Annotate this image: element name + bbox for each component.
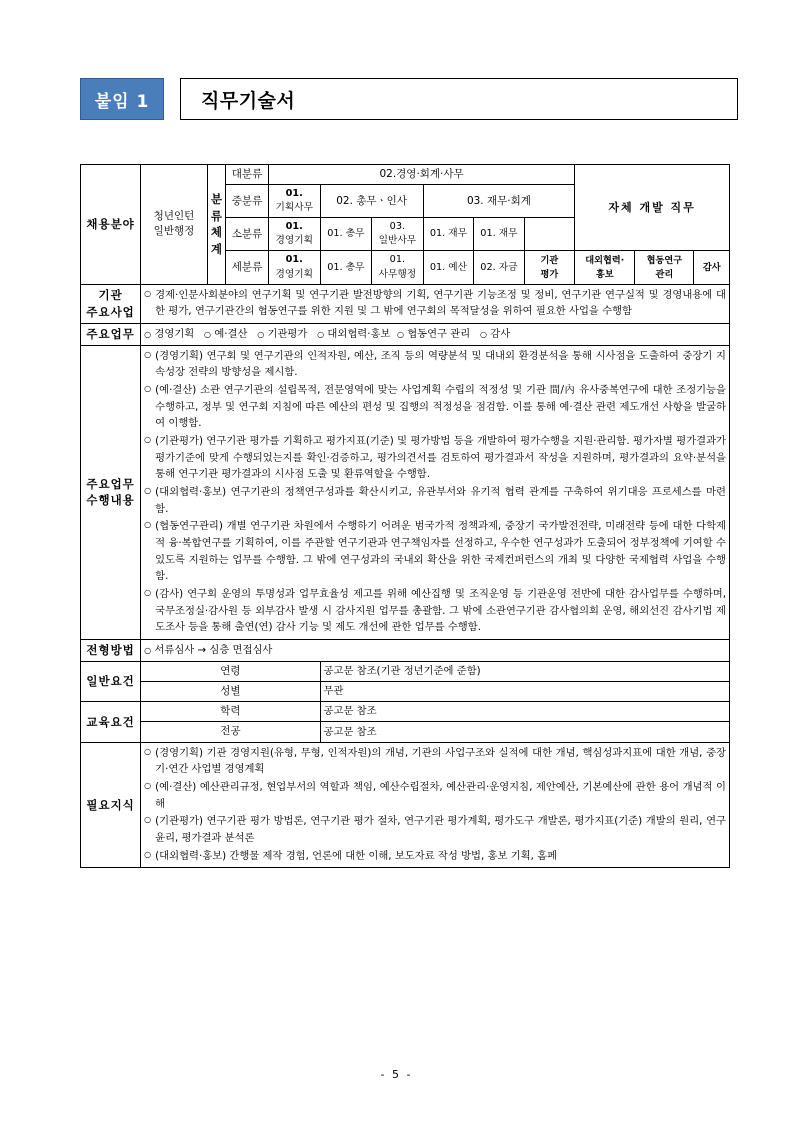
cell-main-duty-detail-content	[141, 345, 730, 639]
detail-class-0-name: 경영기획	[275, 268, 313, 280]
bullet-icon: ○	[144, 520, 152, 530]
bullet-icon-4: ○	[396, 329, 404, 339]
recruit-field-line1: 청년인턴	[153, 210, 195, 223]
cell-level-detail: 세분류	[226, 251, 269, 284]
bullet-icon: ○	[144, 288, 152, 298]
list-item	[144, 745, 726, 778]
cell-detail-class-3: 01. 예산	[423, 251, 473, 284]
self-dev-item-1-line2: 홍보	[595, 268, 614, 280]
table-row-education-major	[81, 722, 730, 742]
small-class-0-name: 경영기획	[275, 235, 313, 247]
cell-general-value-0: 공고문 참조(기관 정년기준에 준함)	[320, 661, 729, 681]
required-knowledge-item-1: (예·결산) 예산관리규정, 현업부서의 역할과 책임, 예산수립절차, 예산관리·운영지침, 제안예산, 기본예산에 관한 용어 개념적 이해	[155, 780, 726, 810]
cell-recruit-field-value	[141, 165, 208, 285]
cell-self-dev-item-3: 감사	[694, 251, 730, 284]
page-number: - 5 -	[380, 1068, 413, 1081]
self-dev-item-2-line2: 관리	[655, 268, 674, 280]
cell-education-key-1: 전공	[141, 722, 320, 742]
main-duty-detail-item-4: (협동연구관리) 개별 연구기관 차원에서 수행하기 어려운 범국가적 정책과제, 중장기 국가발전전략, 미래전략 등에 대한 다학제적 융·복합연구를 기획하여, 이를 주관할 연구기관과 연구책임자를 선정하고, 우수한 연구성과가 도출되어 정부정책에 기여할 수 있도록 지원하는 업무를 수행함. 그 밖에 연구성과의 국내외 확산을 위한 국제컨퍼런스의 개최 및 다양한 국제협력 사업을 수행함.	[155, 520, 726, 583]
cell-general-requirement-label: 일반요건	[81, 661, 141, 701]
small-class-0-num: 01.	[285, 221, 303, 233]
main-duty-detail-item-0: (경영기획) 연구회 및 연구기관의 인적자원, 예산, 조직 등의 역량분석 및 대내외 환경분석을 통해 시사점을 도출하여 중장기 지속성장 전략의 방향성을 제시함.	[155, 349, 726, 379]
cell-small-class-1: 01. 총무	[320, 218, 372, 251]
cell-small-class-0	[268, 218, 320, 251]
vertical-char-3: 계	[210, 241, 222, 256]
selection-method-text: 서류심사 → 심층 면접심사	[154, 643, 273, 656]
required-knowledge-item-3: (대외협력·홍보) 간행물 제작 경험, 언론에 대한 이해, 보도자료 작성 방법, 홍보 기획, 홈페	[155, 849, 558, 862]
main-duty-detail-label-line1: 주요업무	[86, 476, 135, 491]
detail-class-0-num: 01.	[285, 254, 303, 266]
required-knowledge-item-0: (경영기획) 기관 경영지원(유형, 무형, 인적자원)의 개념, 기관의 사업구조와 실적에 대한 개념, 핵심성과지표에 대한 개념, 중장기·연간 사업별 경영계획	[155, 746, 726, 776]
cell-level-large: 대분류	[226, 165, 269, 185]
list-item	[144, 586, 726, 636]
bullet-icon: ○	[144, 780, 152, 790]
bullet-icon-2: ○	[257, 329, 265, 339]
cell-education-requirement-label: 교육요건	[81, 702, 141, 742]
cell-detail-class-4: 02. 자금	[474, 251, 524, 284]
main-duty-detail-item-2: (기관평가) 연구기관 평가를 기획하고 평가지표(기준) 및 평가방법 등을 개발하여 평가수행을 지원·관리함. 평가자별 평가결과가 평가기준에 맞게 수행되었는지를 확인·검증하고, 평가의견서를 검토하여 평가결과서 작성을 지원하며, 평가결과의 요약·분석을 통해 연구기관 평가결과의 시사점 도출 및 환류역할을 수행함.	[155, 434, 726, 481]
table-row-education-degree	[81, 702, 730, 722]
cell-education-key-0: 학력	[141, 702, 320, 722]
list-item	[144, 813, 726, 846]
list-item	[144, 484, 726, 517]
self-dev-item-1-line1: 대외협력·	[585, 255, 625, 267]
cell-detail-class-1: 01. 총무	[320, 251, 372, 284]
attachment-badge: 붙임 1	[80, 78, 164, 120]
cell-medium-class-0	[268, 185, 320, 218]
cell-education-value-1: 공고문 참조	[320, 722, 729, 742]
bullet-icon-3: ○	[317, 329, 325, 339]
main-duty-item-5: 감사	[490, 327, 511, 340]
table-row-general-age	[81, 661, 730, 681]
main-duty-item-2: 기관평가	[267, 327, 308, 340]
cell-small-class-4: 01. 재무	[474, 218, 524, 251]
cell-self-developed-title: 자체 개발 직무	[575, 165, 730, 251]
bullet-icon-0: ○	[144, 329, 152, 339]
cell-classification-vertical-label	[207, 165, 225, 285]
bullet-icon: ○	[144, 588, 152, 598]
bullet-icon-1: ○	[204, 329, 212, 339]
cell-main-duty-label: 주요업무	[81, 323, 141, 345]
bullet-icon: ○	[144, 383, 152, 393]
cell-education-value-0: 공고문 참조	[320, 702, 729, 722]
medium-class-0-num: 01.	[285, 188, 303, 200]
main-duty-detail-label-line2: 수행내용	[86, 493, 135, 508]
table-row-main-duty-detail	[81, 345, 730, 639]
cell-medium-class-2: 03. 재무·회계	[423, 185, 574, 218]
cell-small-class-3: 01. 재무	[423, 218, 473, 251]
cell-agency-business-label	[81, 284, 141, 323]
main-duty-detail-item-5: (감사) 연구회 운영의 투명성과 업무효율성 제고를 위해 예산집행 및 조직운영 등 기관운영 전반에 대한 감사업무를 수행하며, 국무조정실·감사원 등 외부감사 발생 시 감사지원 업무를 총괄함. 그 밖에 소관연구기관 감사협의회 운영, 해외선진 감사기법 제도조사 등을 통해 출연(연) 감사 기능 및 제도 개선에 관한 업무를 수행함.	[155, 588, 726, 634]
bullet-icon: ○	[144, 815, 152, 825]
cell-self-dev-item-2	[635, 251, 694, 284]
cell-selection-method-label: 전형방법	[81, 640, 141, 662]
vertical-char-1: 류	[210, 208, 222, 223]
main-duty-item-0: 경영기획	[154, 327, 195, 340]
recruit-field-line2: 일반행정	[153, 225, 195, 238]
cell-medium-class-1: 02. 총무ㆍ인사	[320, 185, 423, 218]
detail-class-2-num: 01.	[389, 254, 406, 266]
cell-level-small: 소분류	[226, 218, 269, 251]
main-duty-detail-item-3: (대외협력·홍보) 연구기관의 정책연구성과를 확산시키고, 유관부서와 유기적 협력 관계를 구축하여 위기대응 프로세스를 마련함.	[155, 485, 726, 515]
list-item	[144, 433, 726, 483]
bullet-icon-5: ○	[480, 329, 487, 339]
self-dev-item-2-line1: 협동연구	[646, 255, 683, 267]
cell-general-key-1: 성별	[141, 681, 320, 701]
table-row-required-knowledge	[81, 742, 730, 868]
required-knowledge-item-2: (기관평가) 연구기관 평가 방법론, 연구기관 평가 절차, 연구기관 평가계획, 평가도구 개발론, 평가지표(기준) 개발의 원리, 연구윤리, 평가결과 분석론	[155, 815, 726, 844]
table-row-main-duty	[81, 323, 730, 345]
cell-general-key-0: 연령	[141, 661, 320, 681]
cell-main-duty-detail-label	[81, 345, 141, 639]
list-item	[144, 779, 726, 812]
cell-general-value-1: 무관	[320, 681, 729, 701]
cell-recruit-field-label: 채용분야	[81, 165, 141, 285]
list-item	[144, 382, 726, 432]
agency-business-text: 경제·인문사회분야의 연구기획 및 연구기관 발전방향의 기획, 연구기관 기능조정 및 정비, 연구기관 연구실적 및 경영내용에 대한 평가, 연구기관간의 협동연구를 위한 지원 및 그 밖에 연구회의 목적달성을 위하여 필요한 사업을 수행함	[155, 288, 726, 318]
page-title: 직무기술서	[180, 78, 738, 120]
bullet-icon: ○	[144, 645, 152, 655]
main-duty-item-3: 대외협력·홍보	[327, 327, 391, 340]
document-header	[80, 78, 738, 120]
main-duty-item-4: 협동연구 관리	[407, 327, 471, 340]
cell-self-dev-item-1	[575, 251, 635, 284]
cell-required-knowledge-label: 필요지식	[81, 742, 141, 868]
agency-business-label-line1: 기관	[98, 288, 123, 303]
vertical-char-2: 체	[210, 225, 222, 240]
cell-detail-class-0	[268, 251, 320, 284]
cell-detail-class-2	[372, 251, 424, 284]
bullet-icon: ○	[144, 349, 152, 359]
list-item	[144, 848, 726, 865]
self-dev-item-0-line2: 평가	[540, 268, 559, 280]
bullet-icon: ○	[144, 746, 152, 756]
cell-level-medium: 중분류	[226, 185, 269, 218]
self-dev-item-0-line1: 기관	[540, 255, 559, 267]
medium-class-0-name: 기획사무	[275, 202, 313, 214]
agency-business-label-line2: 주요사업	[86, 304, 135, 319]
table-row-agency-business	[81, 284, 730, 323]
list-item	[144, 518, 726, 585]
table-row-general-gender	[81, 681, 730, 701]
main-duty-detail-item-1: (예·결산) 소관 연구기관의 설립목적, 전문영역에 맞는 사업계획 수립의 적정성 및 기관 間/內 유사중복연구에 대한 조정기능을 수행하고, 정부 및 연구회 지침에 따른 예산의 편성 및 집행의 적정성을 점검함. 이를 통해 예·결산 관련 제도개선 사항을 발굴하여 이행함.	[155, 383, 726, 430]
bullet-icon: ○	[144, 485, 152, 495]
job-description-table	[80, 164, 730, 868]
cell-selection-method-content	[141, 640, 730, 662]
cell-large-class-value: 02.경영·회계·사무	[268, 165, 574, 185]
cell-small-class-2	[372, 218, 424, 251]
cell-self-dev-item-0	[524, 251, 575, 284]
bullet-icon: ○	[144, 849, 152, 859]
table-row-large-class	[81, 165, 730, 185]
cell-main-duty-content	[141, 323, 730, 345]
cell-required-knowledge-content	[141, 742, 730, 868]
detail-class-2-name: 사무행정	[378, 268, 417, 280]
list-item	[144, 348, 726, 381]
bullet-icon: ○	[144, 434, 152, 444]
vertical-char-0: 분	[210, 191, 222, 206]
small-class-2-num: 03.	[389, 221, 406, 233]
main-duty-item-1: 예·결산	[214, 327, 248, 340]
small-class-2-name: 일반사무	[378, 235, 417, 247]
table-row-selection-method	[81, 640, 730, 662]
cell-agency-business-content	[141, 284, 730, 323]
